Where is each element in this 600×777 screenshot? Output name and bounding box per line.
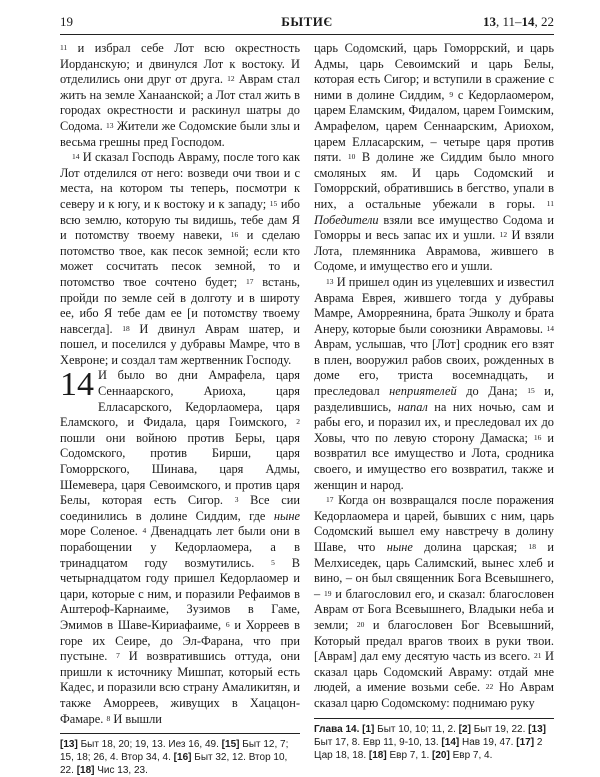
verse-text: встань, пройди по земле сей в долготу и в широту ее, ибо Я тебе дам ее [и потомству твоему навсегда]. xyxy=(60,274,300,336)
book-title: БЫТИЄ xyxy=(281,14,333,29)
verse-text: и Мелхиседек, царь Салимский, вынес хлеб и вино, – он был священник Бога Всевышнего, – xyxy=(314,540,555,601)
verse-text: Все сии соединились в долине Сиддим, где xyxy=(60,493,300,523)
paragraph xyxy=(60,150,300,368)
verse-number: 22 xyxy=(485,682,494,692)
verse-text: И взяли Лота, племянника Аврамова, жившего в Содоме, и имущество его и ушли. xyxy=(314,228,554,274)
verse-number: 6 xyxy=(225,619,230,629)
verse-text: Аврам, услышав, что [Лот] сродник его взят в плен, вооружил рабов своих, рожденных в доме его, триста восемнадцать, и преследовал xyxy=(314,337,554,399)
verse-text: И сказал царь Содомский Авраму: отдай мне людей, а имение возьми себе. xyxy=(314,649,554,695)
verse-text: и благословен Бог Всевышний, Который предал врагов твоих в руки твои. [Аврам] дал ему десятую часть из всего. xyxy=(314,617,554,664)
chapter-number: 14 xyxy=(60,366,94,404)
verse-number: 8 xyxy=(106,713,111,723)
footnote-rule xyxy=(60,733,300,734)
verse-number: 12 xyxy=(227,74,235,84)
verse-text: Двенадцать лет были они в порабощении у Кедорлаомера, а в тринадцатом году возмутились. xyxy=(60,524,300,570)
footnote-rule xyxy=(314,718,554,719)
verse-number: 17 xyxy=(326,495,334,505)
verse-text: и, разделившись, xyxy=(314,384,555,414)
paragraph xyxy=(314,493,554,711)
verse-text: до Дана; xyxy=(466,384,518,399)
verse-number: 14 xyxy=(72,152,80,162)
verse-text: и благословил его, и сказал: благословен Аврам от Бога Всевышнего, Владыки неба и земли; xyxy=(314,586,554,632)
verse-number: 16 xyxy=(533,432,542,442)
verse-number: 12 xyxy=(499,230,508,240)
chapter-14-paragraph xyxy=(60,368,300,727)
verse-text: с Кедорлаомером, царем Еламским, Фидалом, царем Гоимским, Амрафелом, царем Сеннаарским, Ариохом, царем Елласарским, – четыре царя против пяти. xyxy=(314,87,554,165)
verse-text: взяли все имущество Содома и Гоморры и весь запас их и ушли. xyxy=(314,212,554,243)
verse-text: и возвратил все имущество и Лота, сродника своего, и имущество его возвратил, также и женщин и народ. xyxy=(314,430,554,492)
verse-text: И вышли xyxy=(113,711,162,726)
footnotes-right: Глава 14. [1] Быт 10, 10; 11, 2. [2] Быт 19, 22. [13] Быт 17, 8. Евр 11, 9-10, 13. [14] Нав 19, 47. [17] 2 Цар 18, 18. [18] Евр 7, 1. [20] Евр 7, 4. xyxy=(314,723,546,761)
verse-text: И пришел один из уцелевших и известил Аврама Еврея, жившего тогда у дубравы Мамре, Аморреянина, брата Эшколу и брата Анеру, которые были союзники Аврамовы. xyxy=(314,274,554,336)
verse-number: 14 xyxy=(546,323,554,333)
verse-number: 2 xyxy=(296,417,301,427)
left-column xyxy=(60,41,300,777)
verse-text: И двинул Аврам шатер, и пошел, и поселился у дубравы Мамре, что в Хевроне; и создал там жертвенник Господу. xyxy=(60,321,300,367)
paragraph xyxy=(314,275,554,493)
verse-number: 7 xyxy=(116,651,120,661)
verse-text: В четырнадцатом году пришел Кедорлаомер и цари, которые с ним, и поразили Рефаимов в Аштероф-Карнаиме, Зузимов в Гаме, Эмимов в Шаве-Кириафаиме, xyxy=(60,555,300,632)
verse-number: 9 xyxy=(449,89,454,99)
italic-word: ныне xyxy=(386,540,413,554)
paragraph xyxy=(60,41,300,150)
verse-text: И было во дни Амрафела, царя Сеннаарского, Ариоха, царя Елласарского, Кедорлаомера, царя Еламского, и Фидала, царя Гоимского, xyxy=(60,368,300,430)
paragraph xyxy=(314,41,554,275)
chapter-reference: 13, 11–14, 22 xyxy=(482,14,554,29)
verse-text: пошли они войною против Беры, царя Содомского, против Бирши, царя Гоморрского, Шинава, царя Адмы, Шемевера, царя Севоимского, и против царя Белы, которая есть Сигор. xyxy=(60,430,300,508)
verse-text: долина царская; xyxy=(424,540,518,554)
verse-text: В долине же Сиддим было много смоляных ям. И царь Содомский и Гоморрский, обратившись в бегство, упали в них, а остальные убежали в горы. xyxy=(314,150,554,211)
verse-number: 15 xyxy=(269,198,278,208)
verse-text: и избрал себе Лот всю окрестность Иорданскую; и двинулся Лот к востоку. И отделились они друг от друга. xyxy=(60,41,300,87)
verse-number: 10 xyxy=(347,152,356,162)
verse-number: 11 xyxy=(60,43,68,52)
verse-text: Но Аврам сказал царю Содомскому: поднимаю руку xyxy=(314,680,554,710)
verse-number: 4 xyxy=(142,526,147,536)
footnotes-left: [13] Быт 18, 20; 19, 13. Иез 16, 49. [15] Быт 12, 7; 15, 18; 26, 4. Втор 34, 4. [16] Быт 32, 12. Втор 10, 22. [18] Чис 13, 23. xyxy=(60,739,289,777)
verse-number: 20 xyxy=(356,619,365,629)
verse-text: Аврам стал жить на земле Ханаанской; а Лот стал жить в городах окрестности и раскинул шатры до Содома. xyxy=(60,72,300,133)
verse-number: 11 xyxy=(546,198,554,208)
verse-number: 15 xyxy=(527,386,535,396)
verse-number: 13 xyxy=(326,276,334,286)
verse-number: 18 xyxy=(122,323,130,333)
verse-text: И сказал Господь Авраму, после того как Лот отделился от него: возведи очи твои и с места, на котором ты теперь, посмотри к северу и к югу, и к востоку и к западу; xyxy=(60,150,300,211)
page-number: 19 xyxy=(60,14,73,29)
verse-number: 16 xyxy=(230,230,239,240)
verse-number: 3 xyxy=(234,495,239,505)
verse-text: и Хорреев в горе их Сеире, до Эл-Фарана, что при пустыне. xyxy=(60,617,300,664)
verse-number: 5 xyxy=(271,557,275,567)
verse-text: море Соленое. xyxy=(60,524,138,539)
italic-word: неприятелей xyxy=(389,384,457,399)
verse-number: 21 xyxy=(533,651,542,661)
verse-text: Жители же Содомские были злы и весьма грешны пред Господом. xyxy=(60,118,300,149)
verse-number: 19 xyxy=(323,588,332,598)
page-header xyxy=(60,10,554,32)
verse-number: 13 xyxy=(106,120,114,130)
verse-text: Когда он возвращался после поражения Кедорлаомера и царей, бывших с ним, царь Содомский вышел ему навстречу в долину Шаве, что xyxy=(314,493,554,554)
verse-text: царь Содомский, царь Гоморрский, и царь Адмы, царь Севоимский и царь Белы, которая есть Сигор; и вступили в сражение с ними в долине Сиддим, xyxy=(314,41,554,102)
verse-text: ибо всю землю, которую ты видишь, тебе дам Я и потомству твоему навеки, xyxy=(60,196,300,243)
italic-word: Победители xyxy=(314,212,379,227)
verse-text: И возвратившись оттуда, они пришли к источнику Мишпат, который есть Кадес, и поразили всю страну Амаликитян, и также Аморреев, живущих в Хацацон-Фамаре. xyxy=(60,649,300,726)
italic-word: ныне xyxy=(273,508,300,523)
header-rule xyxy=(60,34,554,35)
text-columns xyxy=(60,41,554,777)
verse-text: на них ночью, сам и рабы его, и поразил их, и преследовал их до Ховы, что по левую сторону Дамаска; xyxy=(314,399,554,445)
verse-text: и сделаю потомство твое, как песок земной; если кто может сосчитать песок земной, то и потомство твое сочтено будет; xyxy=(60,228,300,289)
italic-word: напал xyxy=(397,399,428,414)
verse-number: 17 xyxy=(245,276,254,286)
verse-number: 18 xyxy=(528,542,537,551)
right-column xyxy=(314,41,554,777)
